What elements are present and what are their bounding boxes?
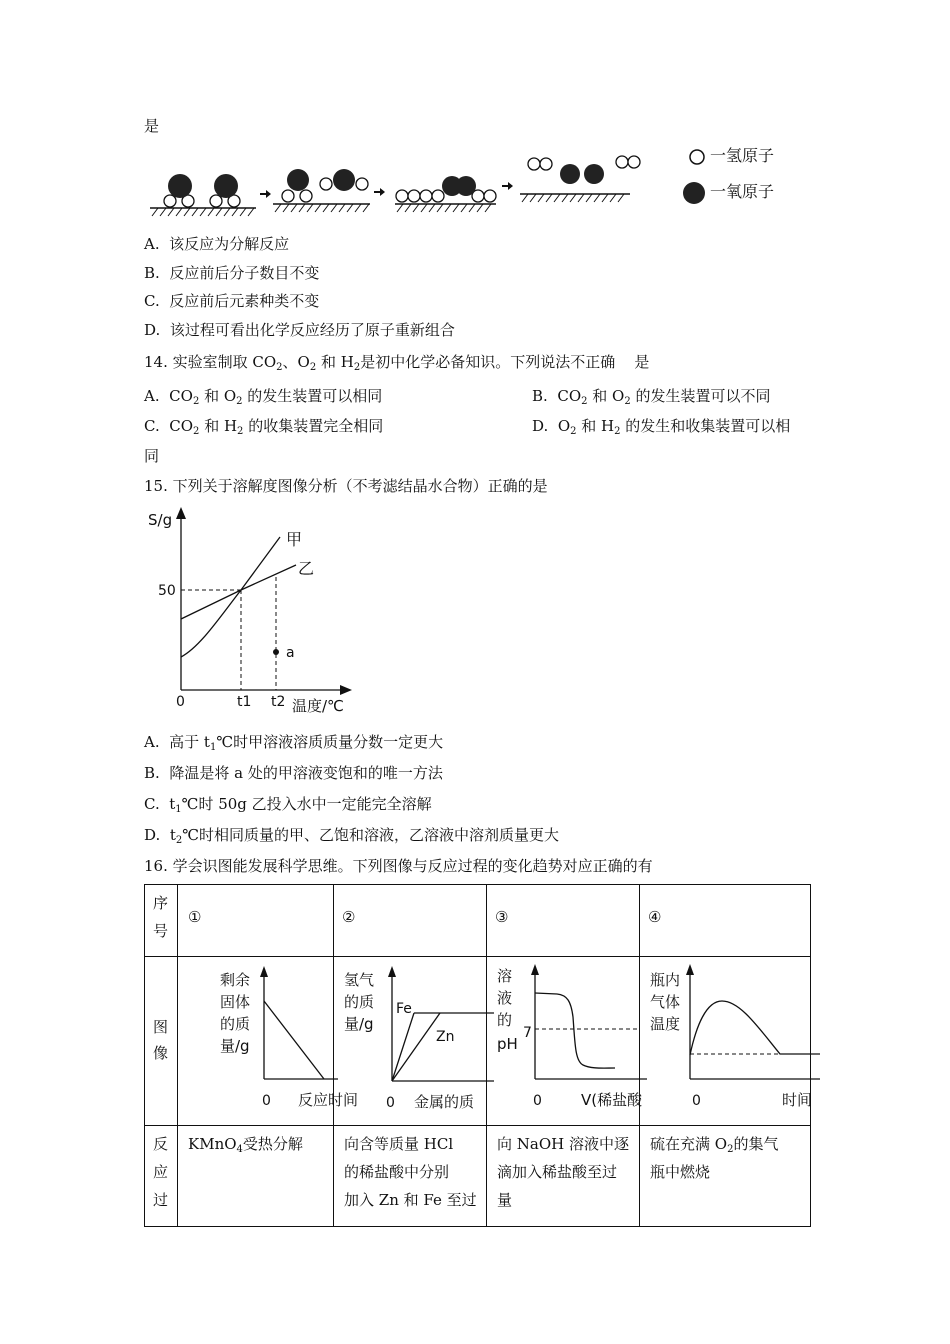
series-yi-label: 乙 [298,559,315,578]
series-jia-line [181,537,280,657]
series-yi-line [181,565,296,619]
graph-2-cell [334,957,487,1126]
reaction-diagram [148,142,668,222]
graph-4-cell [640,957,811,1126]
q14-option-c: C. $CO_2$ 和 $H_2$ 的收集装置完全相同 [144,417,384,437]
col-1-number: ① [178,885,334,957]
svg-text:量/g: 量/g [344,1015,374,1033]
proc-1: KMnO$_4$受热分解 [178,1126,334,1227]
svg-text:7: 7 [523,1025,532,1041]
svg-text:0: 0 [262,1093,271,1109]
q13-option-b: B. 反应前后分子数目不变 [144,264,320,282]
proc-4: 硫在充满 $O_2$的集气 瓶中燃烧 [640,1126,811,1227]
q14-option-a: A. $CO_2$ 和 $O_2$ 的发生装置可以相同 [144,387,383,407]
solubility-xlabel: 温度/℃ [292,697,344,715]
svg-text:温度: 温度 [650,1015,681,1033]
solubility-y-tick: 50 [158,583,176,599]
svg-text:溶: 溶 [497,967,513,985]
col-3-number: ③ [487,885,640,957]
svg-text:的质: 的质 [344,993,375,1011]
graph-3-cell [487,957,643,1126]
x-axis-arrow [340,685,352,695]
svg-text:0: 0 [692,1093,701,1109]
q14-stem: 14. 实验室制取 $CO_2$、$O_2$ 和 $H_2$是初中化学必备知识。下列说法不正确 是 [144,353,650,373]
svg-text:液: 液 [497,989,513,1007]
row-header-seq: 序 号 [145,885,178,957]
point-a-label: a [286,645,295,661]
graph-1 [178,957,359,1125]
svg-text:量/g: 量/g [220,1037,250,1055]
oxygen-atom-icon [680,180,708,206]
svg-text:瓶内: 瓶内 [650,971,681,989]
y-axis-arrow [176,507,186,519]
svg-text:pH: pH [497,1035,518,1053]
svg-text:时间: 时间 [782,1091,813,1109]
svg-text:的: 的 [497,1011,513,1029]
svg-text:氢气: 氢气 [344,971,375,989]
svg-text:0: 0 [386,1095,395,1111]
proc-3: 向 NaOH 溶液中逐 滴加入稀盐酸至过 量 [487,1126,640,1227]
graph-2 [334,957,486,1125]
q14-option-b: B. $CO_2$ 和 $O_2$ 的发生装置可以不同 [532,387,771,407]
q14-option-d-wrap: 同 [144,447,160,465]
solubility-t1: t1 [237,694,252,710]
graph-1-cell [178,957,359,1126]
q13-stem-tail: 是 [144,117,160,135]
solubility-origin: 0 [176,694,185,710]
q15-option-c: C. $t_1℃$时 50g 乙投入水中一定能完全溶解 [144,795,432,815]
svg-text:V(稀盐酸: V(稀盐酸 [581,1091,643,1109]
row-header-proc: 反 应 过 [145,1126,178,1227]
q13-option-d: D. 该过程可看出化学反应经历了原子重新组合 [144,321,455,339]
series-jia-label: 甲 [286,530,303,549]
legend-oxygen-label: 一氧原子 [710,182,775,201]
solubility-t2: t2 [271,694,286,710]
svg-text:金属的质: 金属的质 [414,1093,475,1111]
svg-text:剩余: 剩余 [220,971,251,989]
q15-stem: 15. 下列关于溶解度图像分析（不考滤结晶水合物）正确的是 [144,477,548,495]
q14-option-d: D. $O_2$ 和 $H_2$ 的发生和收集装置可以相 [532,417,791,437]
col-2-number: ② [334,885,487,957]
q15-option-b: B. 降温是将 a 处的甲溶液变饱和的唯一方法 [144,764,443,782]
col-4-number: ④ [640,885,811,957]
q16-table [144,884,811,1227]
solubility-ylabel: S/g [148,511,173,529]
hydrogen-atom-icon [686,146,708,168]
q15-option-a: A. 高于 $t_1℃$时甲溶液溶质质量分数一定更大 [144,733,444,753]
solubility-chart [140,505,370,720]
svg-text:0: 0 [533,1093,542,1109]
q16-stem: 16. 学会识图能发展科学思维。下列图像与反应过程的变化趋势对应正确的有 [144,857,653,875]
svg-text:Zn: Zn [436,1029,455,1045]
svg-text:气体: 气体 [650,993,681,1011]
svg-text:反应时间: 反应时间 [298,1091,359,1109]
graph-3 [487,957,643,1125]
legend-hydrogen-label: 一氢原子 [710,146,775,165]
svg-text:的质: 的质 [220,1015,251,1033]
q13-option-a: A. 该反应为分解反应 [144,235,290,253]
svg-text:固体: 固体 [220,993,251,1011]
point-a [273,649,279,655]
q15-option-d: D. $t_2℃$时相同质量的甲、乙饱和溶液，乙溶液中溶剂质量更大 [144,826,560,846]
graph-4 [640,957,813,1125]
q13-option-c: C. 反应前后元素种类不变 [144,292,320,310]
svg-text:Fe: Fe [396,1001,412,1017]
row-header-img: 图 像 [145,957,178,1126]
proc-2: 向含等质量 HCl 的稀盐酸中分别 加入 Zn 和 Fe 至过 [334,1126,487,1227]
